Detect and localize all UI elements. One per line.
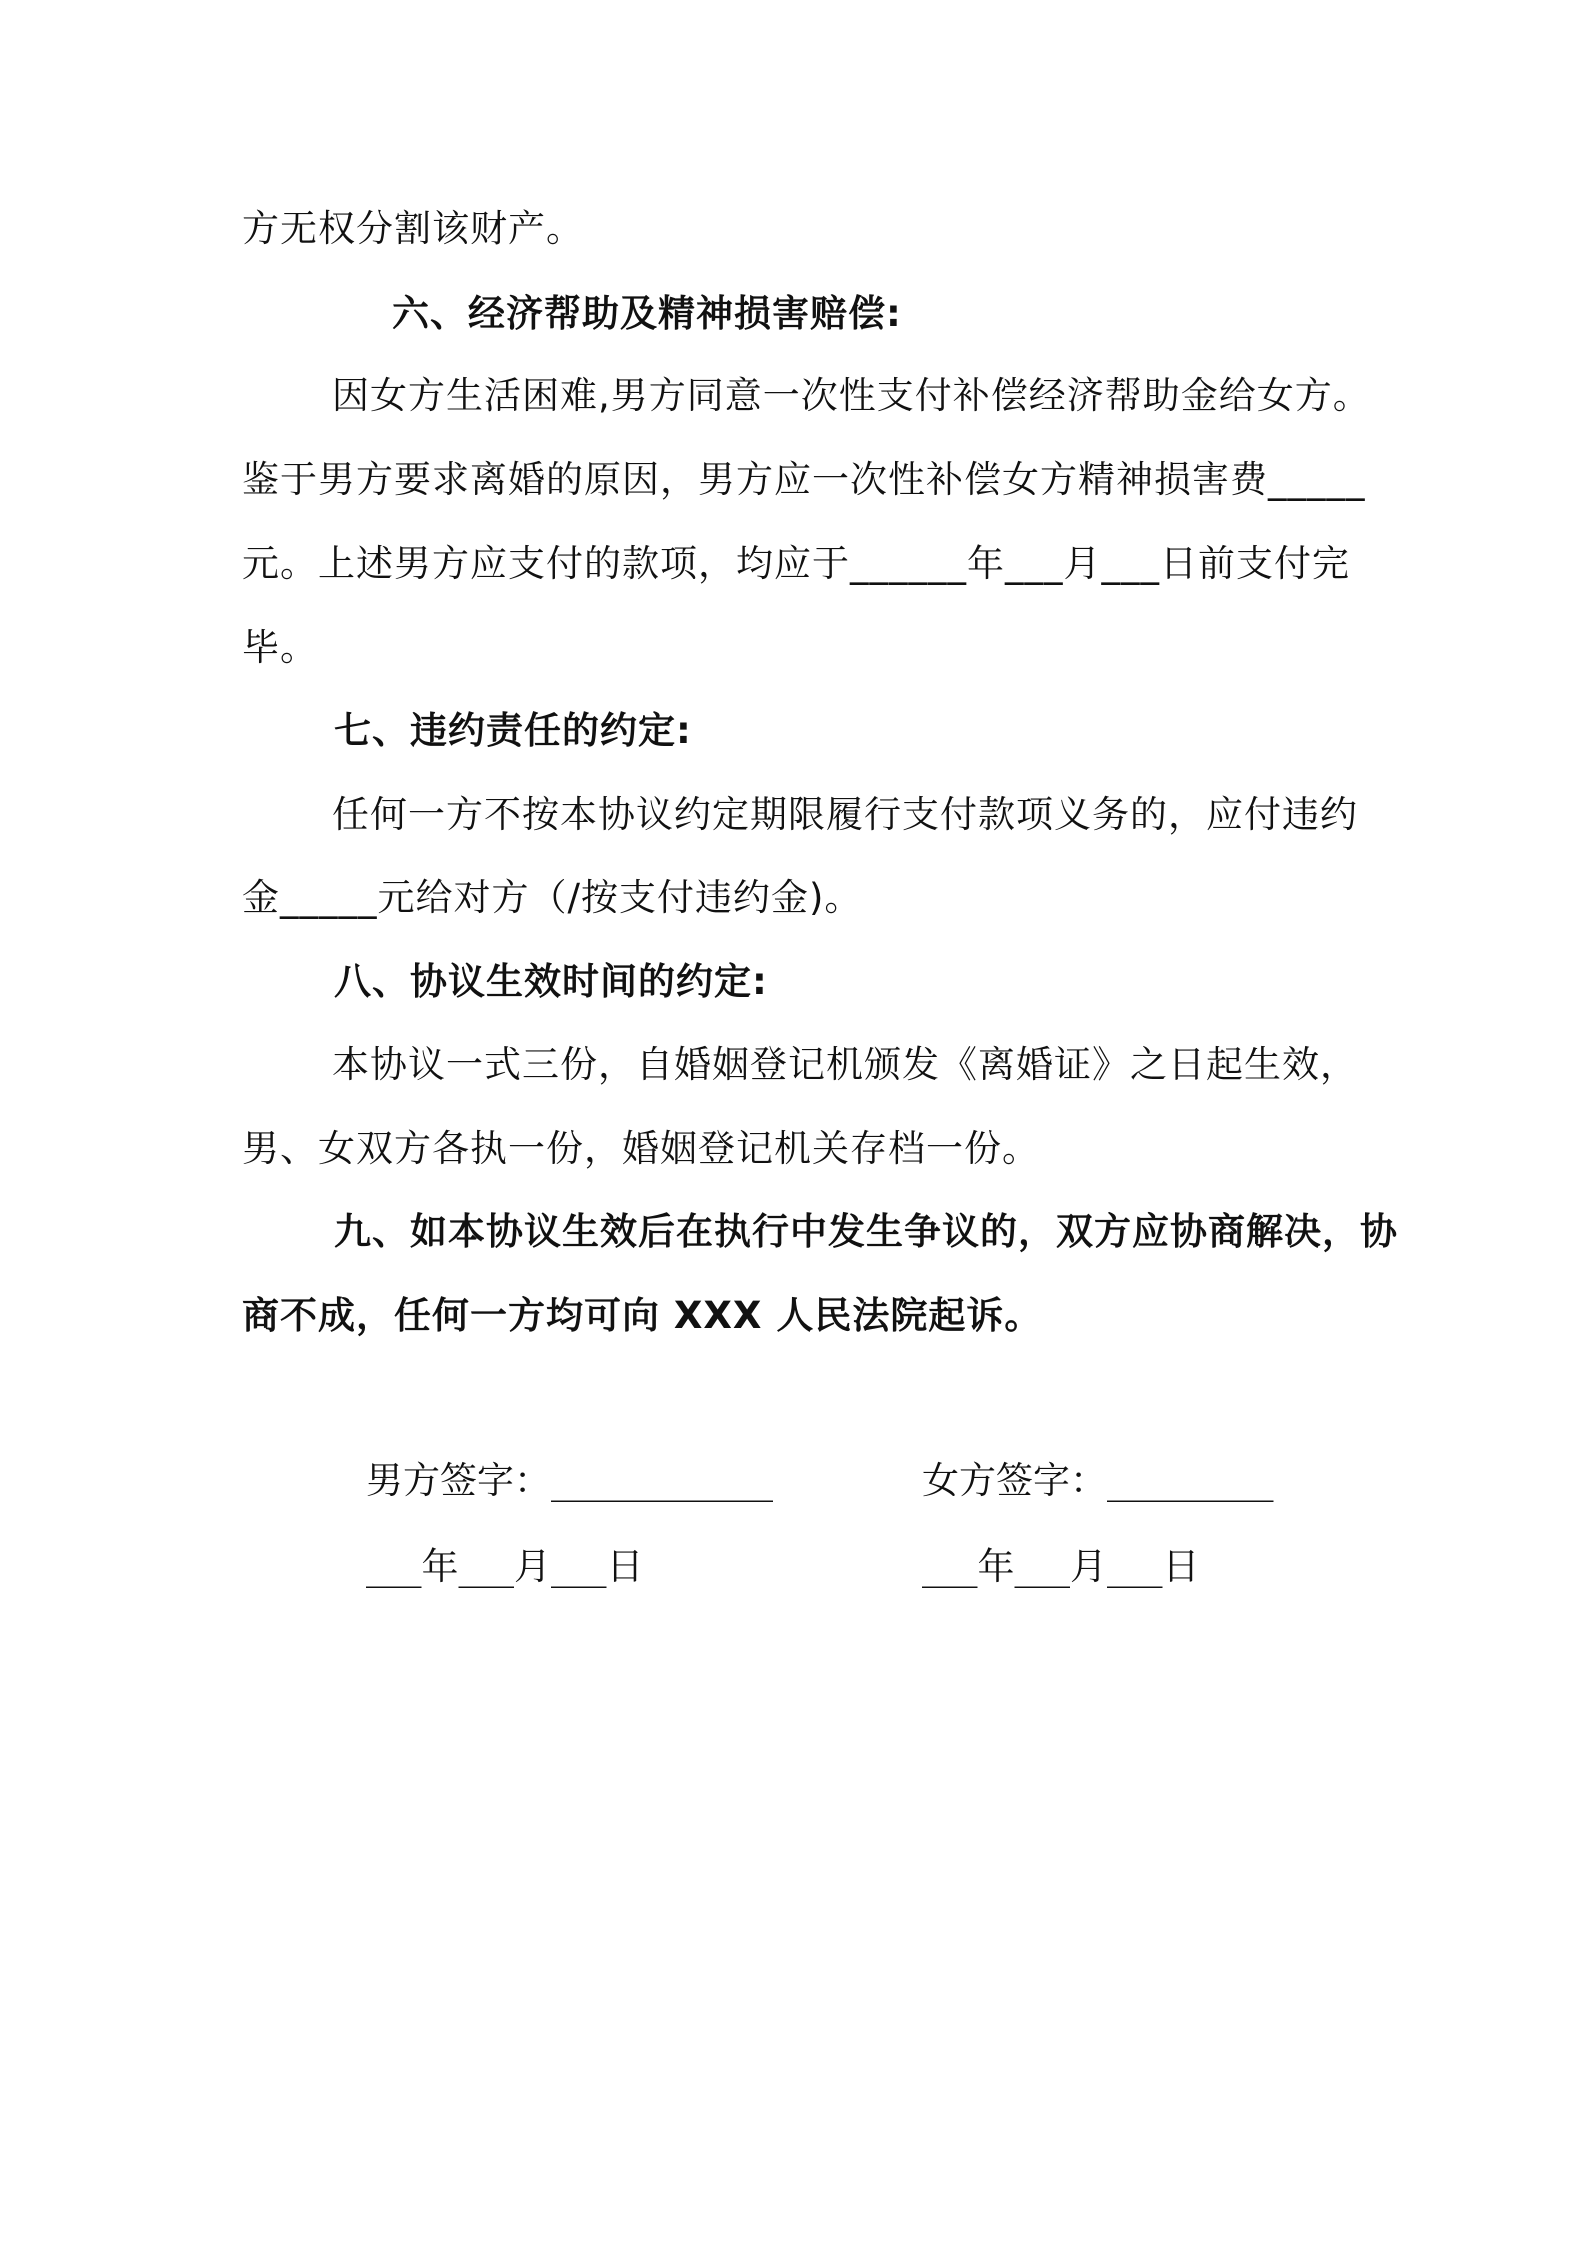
- female-date-field: ___年___月___日: [922, 1545, 1200, 1588]
- paragraph-line: 元。上述男方应支付的款项，均应于______年___月___日前支付完: [242, 542, 1350, 585]
- paragraph-line: 商不成，任何一方均可向 XXX 人民法院起诉。: [242, 1294, 1043, 1337]
- section-heading-7: 七、违约责任的约定:: [334, 709, 692, 752]
- paragraph-line: 方无权分割该财产。: [242, 207, 584, 250]
- male-date-field: ___年___月___日: [366, 1545, 644, 1588]
- section-heading-8: 八、协议生效时间的约定:: [334, 960, 768, 1003]
- section-heading-6: 六、经济帮助及精神损害赔偿:: [392, 292, 902, 335]
- paragraph-line: 因女方生活困难,男方同意一次性支付补偿经济帮助金给女方。: [332, 374, 1371, 417]
- male-signature-field: 男方签字：____________: [366, 1459, 773, 1502]
- female-signature-field: 女方签字：_________: [922, 1459, 1274, 1502]
- section-heading-9: 九、如本协议生效后在执行中发生争议的，双方应协商解决，协: [334, 1210, 1398, 1253]
- paragraph-line: 毕。: [242, 626, 318, 669]
- paragraph-line: 本协议一式三份，自婚姻登记机颁发《离婚证》之日起生效，: [332, 1043, 1358, 1086]
- paragraph-line: 鉴于男方要求离婚的原因，男方应一次性补偿女方精神损害费_____: [242, 458, 1366, 501]
- paragraph-line: 金_____元给对方（/按支付违约金)。: [242, 876, 863, 919]
- paragraph-line: 男、女双方各执一份，婚姻登记机关存档一份。: [242, 1127, 1040, 1170]
- paragraph-line: 任何一方不按本协议约定期限履行支付款项义务的，应付违约: [332, 793, 1358, 836]
